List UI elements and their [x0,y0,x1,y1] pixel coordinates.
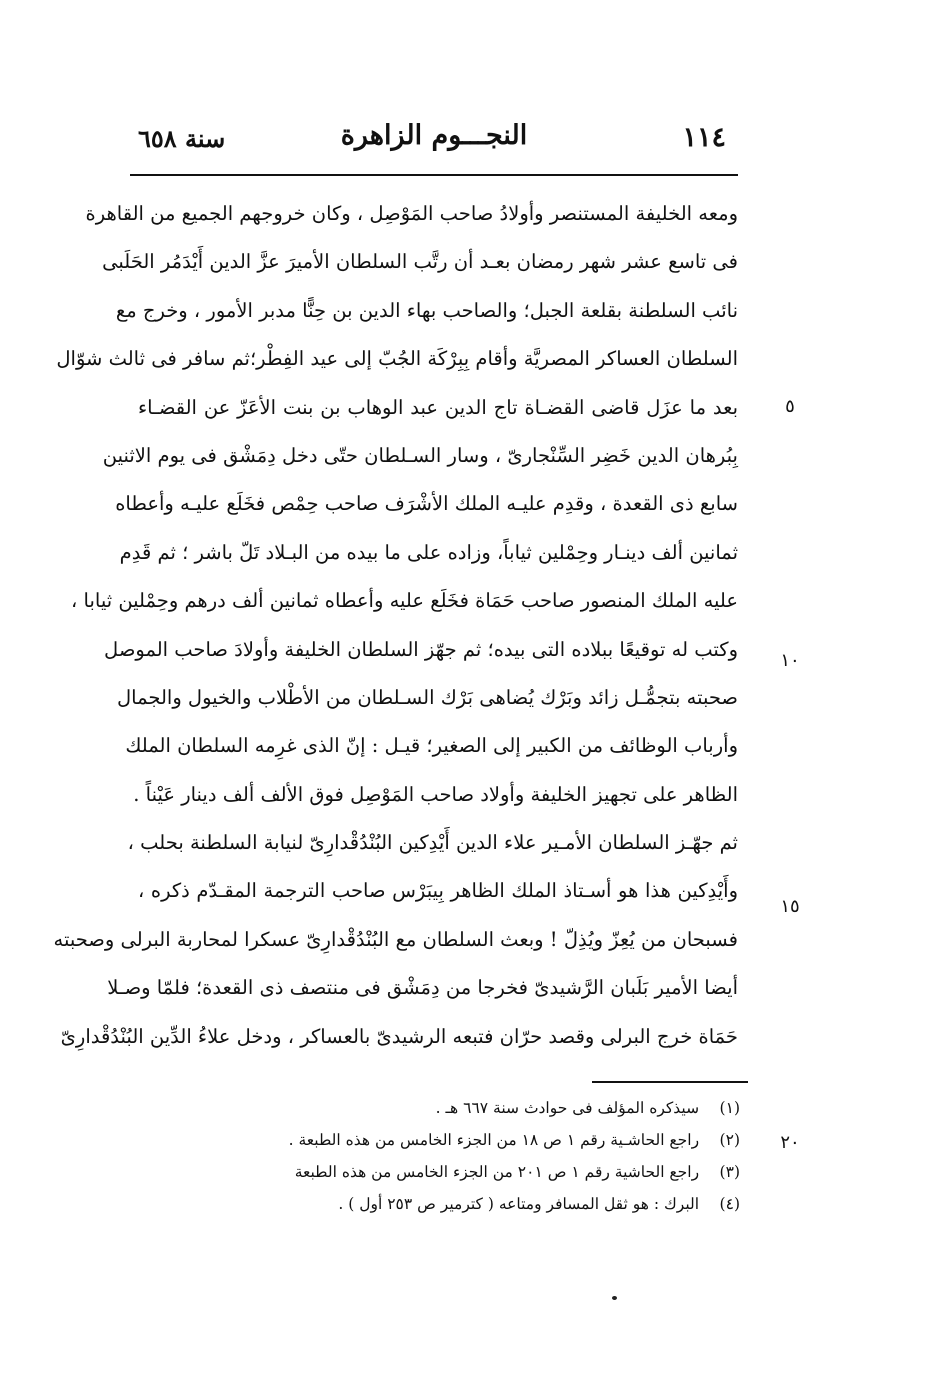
text-line: فى تاسع عشر شهر رمضان بعـد أن رتَّب السلطان الأميرَ عزَّ الدين أَيْدَمُر الحَلَبى [102,250,738,274]
header-rule [130,174,738,176]
text-line: ومعه الخليفة المستنصر وأولادُ صاحب المَوْصِل ، وكان خروجهم الجميع من القاهرة [85,202,738,225]
running-title: النجـــوم الزاهرة [340,120,528,151]
text-line: أيضا الأمير بَلَبان الرَّشيدىّ فخرجا من دِمَشْق فى منتصف ذى القعدة؛ فلمّا وصـلا [107,976,738,1000]
footnote-rule [592,1081,748,1083]
line-number-20: ٢٠ [780,1132,800,1153]
footnote-text: البرك : هو ثقل المسافر ومتاعه ( كترمير ص ٢٥٣ أول ) . [338,1195,700,1213]
footnote [280,1092,740,1124]
text-line: وأرباب الوظائف من الكبير إلى الصغير؛ قيـل : إنّ الذى غرِمه السلطان الملك [125,734,738,758]
text-line: السلطان العساكر المصريَّة وأقام بِبِرْكَة الجُبّ إلى عيد الفِطْر؛ثم سافر فى ثالث شوّال [56,347,738,371]
footnote-text: راجع الحاشية رقم ١ ص ٢٠١ من الجزء الخامس من هذه الطبعة [294,1163,700,1181]
footnote-marker: (٣) [719,1163,740,1181]
text-line: سابع ذى القعدة ، وقدِم عليـه الملك الأشْرَف صاحب حِمْص فخَلَع عليـه وأعطاه [115,492,738,516]
ink-dot [612,1296,617,1300]
main-text [53,190,738,1061]
text-line: الظاهر على تجهيز الخليفة وأولاد صاحب المَوْصِل فوق الألف ألف دينار عَيْناً . [133,782,738,806]
year-label: سنة ٦٥٨ [138,124,226,153]
footnote [280,1124,740,1156]
running-header [128,116,740,166]
line-number-5: ٥ [785,396,795,417]
text-line: ثمانين ألف دينـار وحِمْلين ثياباً، وزاده على ما بيده من البـلاد تَلّ باشر ؛ ثم قَدِم [119,540,738,564]
line-number-10: ١٠ [780,650,800,671]
page-number: ١١٤ [682,122,726,153]
text-line: حَمَاة خرج البرلى وقصد حرّان فتبعه الرشيدىّ بالعساكر ، ودخل علاءُ الدِّين البُنْدُقْدارِىّ [60,1024,738,1048]
text-line: بعد ما عزَل قاضى القضـاة تاج الدين عبد الوهاب بن بنت الأعَزّ عن القضـاء [138,395,738,419]
text-line: بِبُرهان الدين خَضِر السِّنْجارىّ ، وسار السـلطان حتّى دخل دِمَشْق فى يوم الاثنين [102,443,738,467]
footnote [280,1156,740,1188]
footnote-marker: (١) [719,1099,740,1117]
footnotes [280,1092,740,1220]
text-line: عليه الملك المنصور صاحب حَمَاة فخَلَع عليه وأعطاه ثمانين ألف درهم وحِمْلين ثيابا ، [71,589,738,613]
text-line: صحبته بتجمُّـل زائد وبَرْك يُضاهى بَرْك السـلطان من الأطْلاب والخيول والجمال [116,685,738,709]
text-line: ثم جهّـز السلطان الأمـير علاء الدين أَيْدِكين البُنْدُقْدارِىّ لنيابة السلطنة بحلب ، [127,831,738,855]
text-line: وأَيْدِكين هذا هو أسـتاذ الملك الظاهر بِيبَرْس صاحب الترجمة المقـدّم ذكره ، [138,879,738,903]
line-number-15: ١٥ [780,896,800,917]
footnote-text: راجع الحاشـية رقم ١ ص ١٨ من الجزء الخامس من هذه الطبعة . [288,1131,700,1149]
footnote-text: سيذكره المؤلف فى حوادث سنة ٦٦٧ هـ . [435,1099,700,1117]
text-line: وكتب له توقيعًا ببلاده التى بيده؛ ثم جهّز السلطان الخليفة وأولادَ صاحب الموصل [104,637,738,661]
footnote-marker: (٢) [719,1131,740,1149]
text-line: فسبحان من يُعِزّ ويُذِلّ ! وبعث السلطان مع البُنْدُقْدارِىّ عسكرا لمحاربة البرلى وصحبته [53,927,738,951]
footnote [280,1188,740,1220]
text-line: نائب السلطنة بقلعة الجبل؛ والصاحب بهاء الدين بن حِنًّا مدبر الأمور ، وخرج مع [115,298,738,322]
footnote-marker: (٤) [719,1195,740,1213]
